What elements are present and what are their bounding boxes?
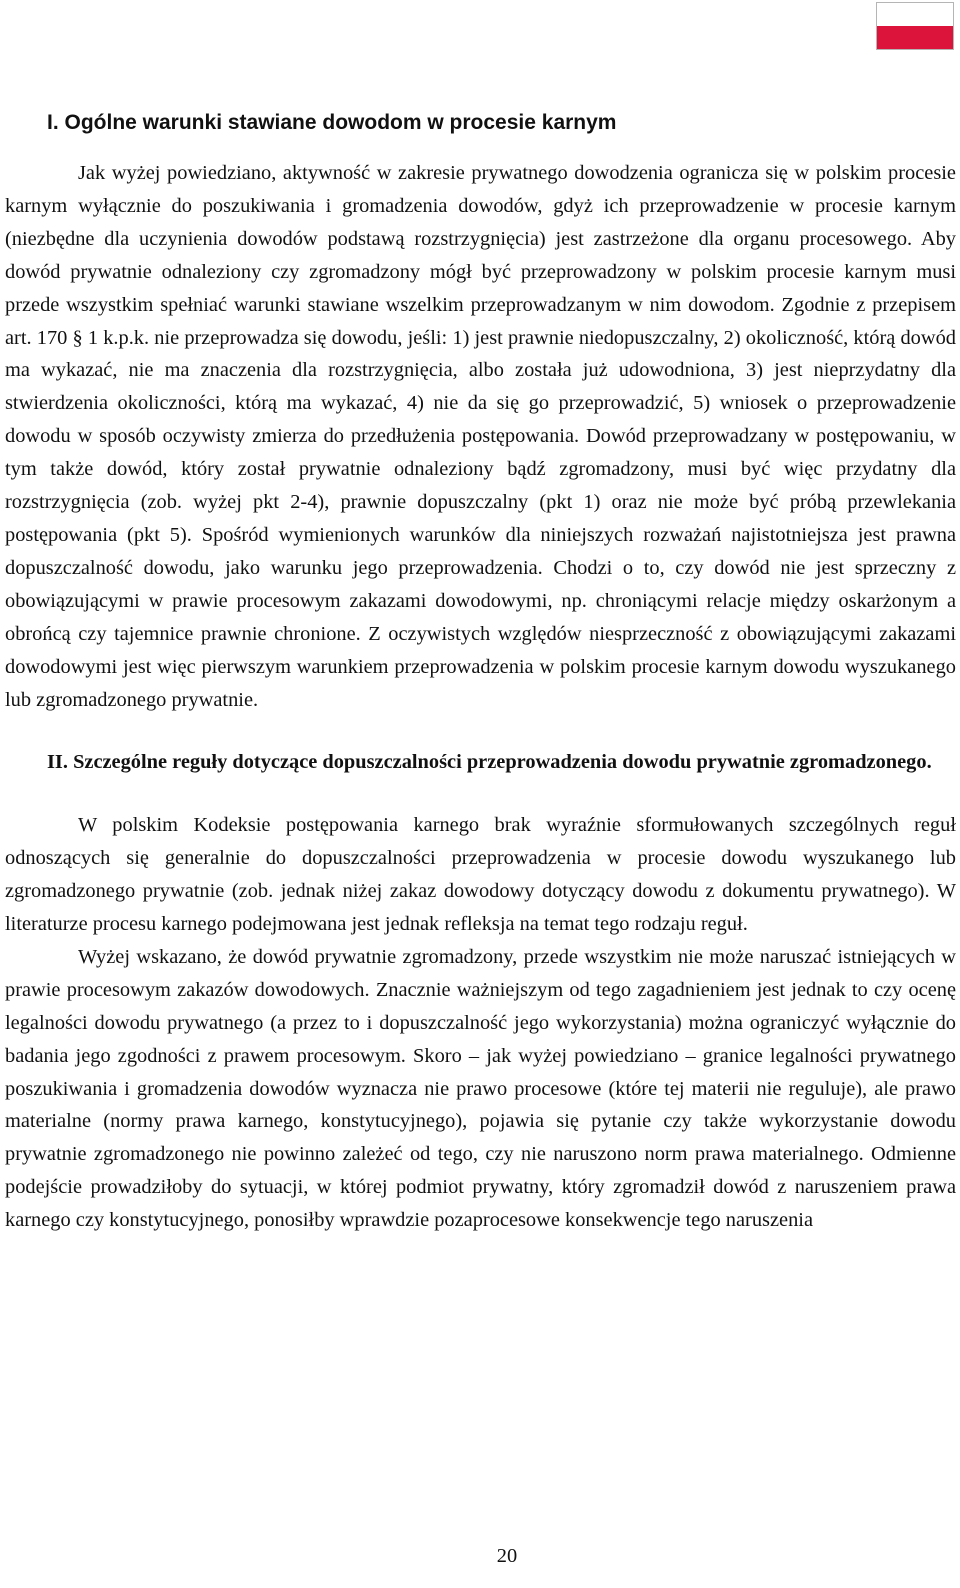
poland-flag-icon: [876, 2, 954, 50]
section-2-heading: II. Szczególne reguły dotyczące dopuszczalności przeprowadzenia dowodu prywatnie zgromadzonego.: [47, 751, 932, 774]
section-1-heading: I. Ogólne warunki stawiane dowodom w procesie karnym: [47, 111, 617, 134]
section-2-paragraph-2: Wyżej wskazano, że dowód prywatnie zgromadzony, przede wszystkim nie może naruszać istniejących w prawie procesowym zakazów dowodowych. Znacznie ważniejszym od tego zagadnieniem jest jednak to czy ocenę legalności dowodu prywatnego (a przez to i dopuszczalność jego wykorzystania) można ograniczyć wyłącznie do badania jego zgodności z prawem procesowym. Skoro – jak wyżej powiedziano – granice legalności prywatnego poszukiwania i gromadzenia dowodów wyznacza nie prawo procesowe (które tej materii nie reguluje), ale prawo materialne (normy prawa karnego, konstytucyjnego), pojawia się pytanie czy także wykorzystanie dowodu prywatnie zgromadzonego nie powinno zależeć od tego, czy nie naruszono norm prawa materialnego. Odmienne podejście prowadziłoby do sytuacji, w której podmiot prywatny, który zgromadził dowód z naruszeniem prawa karnego czy konstytucyjnego, ponosiłby wprawdzie pozaprocesowe konsekwencje tego naruszenia: [5, 945, 956, 1232]
section-2-paragraph-1: W polskim Kodeksie postępowania karnego brak wyraźnie sformułowanych szczególnych reguł odnoszących się generalnie do dopuszczalności przeprowadzenia w procesie dowodu wyszukanego lub zgromadzonego prywatnie (zob. jednak niżej zakaz dowodowy dotyczący dowodu z dokumentu prywatnego). W literaturze procesu karnego podejmowana jest jednak refleksja na temat tego rodzaju reguł.: [5, 814, 956, 936]
page-number: [57, 1541, 957, 1571]
page-number-text: 20: [496, 1545, 518, 1567]
section-1-paragraph: Jak wyżej powiedziano, aktywność w zakresie prywatnego dowodzenia ogranicza się w polskim procesie karnym wyłącznie do poszukiwania i gromadzenia dowodów, gdyż ich przeprowadzenie w procesie karnym (niezbędne dla uczynienia dowodów podstawą rozstrzygnięcia) jest zastrzeżone dla organu procesowego. Aby dowód prywatnie odnaleziony czy zgromadzony mógł być przeprowadzony w polskim procesie karnym musi przede wszystkim spełniać warunki stawiane wszelkim przeprowadzanym w nim dowodom. Zgodnie z przepisem art. 170 § 1 k.p.k. nie przeprowadza się dowodu, jeśli: 1) jest prawnie niedopuszczalny, 2) okoliczność, którą dowód ma wykazać, nie ma znaczenia dla rozstrzygnięcia, albo została już udowodniona, 3) jest nieprzydatny dla stwierdzenia okoliczności, którą ma wykazać, 4) nie da się go przeprowadzić, 5) wniosek o przeprowadzenie dowodu w sposób oczywisty zmierza do przedłużenia postępowania. Dowód przeprowadzany w postępowaniu, w tym także dowód, który został prywatnie odnaleziony bądź zgromadzony, musi być więc przydatny dla rozstrzygnięcia (zob. wyżej pkt 2-4), prawnie dopuszczalny (pkt 1) oraz nie może być próbą przewlekania postępowania (pkt 5). Spośród wymienionych warunków dla niniejszych rozważań najistotniejsza jest prawna dopuszczalność dowodu, jako warunku jego przeprowadzenia. Chodzi o to, czy dowód nie jest sprzeczny z obowiązującymi w prawie procesowym zakazami dowodowymi, np. chroniącymi relacje między oskarżonym a obrońcą czy tajemnice prawnie chronione. Z oczywistych względów niesprzeczność z obowiązującymi zakazami dowodowymi jest więc pierwszym warunkiem przeprowadzenia w polskim procesie karnym dowodu wyszukanego lub zgromadzonego prywatnie.: [5, 162, 956, 711]
flag-white-stripe: [877, 3, 953, 26]
document-body: [5, 106, 956, 1237]
flag-red-stripe: [877, 26, 953, 49]
